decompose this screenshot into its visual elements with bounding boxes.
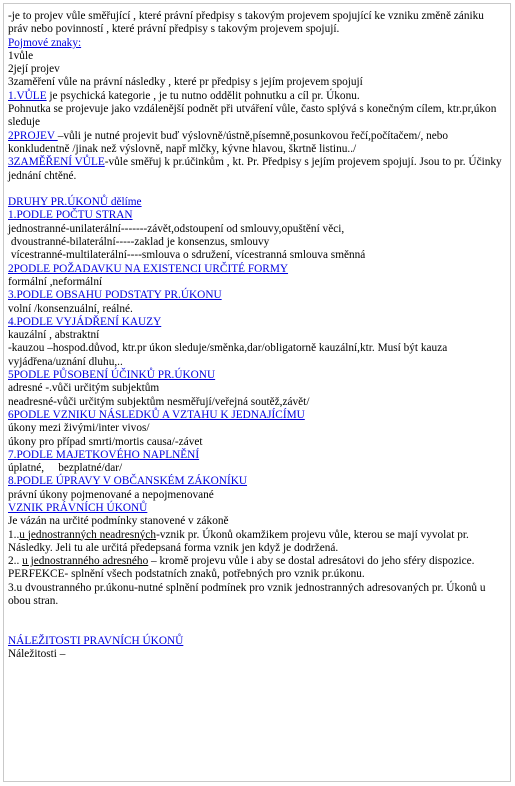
- section-line: dvoustranné-bilaterální-----zaklad je konsenzus, smlouvy: [8, 236, 270, 249]
- section-line: vícestranné-multilaterální----smlouva o sdružení, vícestranná smlouva směnná: [8, 249, 366, 262]
- section-heading: 8.PODLE ÚPRAVY V OBČANSKÉM ZÁKONÍKU: [8, 475, 248, 488]
- section-line: neadresné-vůči určitým subjektům nesměřují/veřejná soutěž,závět/: [8, 395, 310, 408]
- vznik-text: Je vázán na určité podmínky stanovené v zákoně: [8, 515, 229, 528]
- section-heading: 3.PODLE OBSAHU PODSTATY PR.ÚKONU: [8, 289, 222, 302]
- pojmove-item: 3zaměření vůle na právní následky , které pr předpisy s jejím projevem spojují: [8, 76, 363, 89]
- vznik-point-1: [8, 529, 506, 556]
- nalezitosti-heading: NÁLEŽITOSTI PRAVNÍCH ÚKONŮ: [8, 634, 184, 647]
- zamereni-heading: 3ZAMĚŘENÍ VŮLE: [8, 156, 105, 169]
- vznik-point-2-term: u jednostranného adresného: [22, 555, 149, 568]
- projev-text: –vůli je nutné projevit buď výslovně/ústně,písemně,posunkovou řečí,počítačem/, nebo konkludentně /jinak než výslovně, např mlčky, kývne hlavou, škrtně listinu../: [8, 129, 449, 155]
- zamereni-paragraph: [8, 156, 506, 183]
- perfekce-line: PERFEKCE- splnění všech podstatních znaků, potřebných pro vznik pr.úkonu.: [8, 568, 365, 581]
- section-line: adresné -.vůči určitým subjektům: [8, 382, 160, 395]
- projev-paragraph: [8, 130, 506, 157]
- zamereni-text: -vůle směřuj k pr.účinkům , kt. Pr. Předpisy s jejím projevem spojují. Jsou to pr. Účinky jednání chtěné.: [8, 156, 502, 182]
- vznik-point-2: [8, 555, 506, 568]
- pojmove-item: 1vůle: [8, 49, 34, 62]
- section-heading: 6PODLE VZNIKU NÁSLEDKŮ A VZTAHU K JEDNAJÍCÍMU: [8, 408, 305, 421]
- section-heading: 5PODLE PŮSOBENÍ ÚČINKŮ PR.ÚKONU: [8, 369, 216, 382]
- section-heading: 7.PODLE MAJETKOVÉHO NAPLNĚNÍ: [8, 448, 200, 461]
- section-line: úkony mezi živými/inter vivos/: [8, 422, 150, 435]
- vznik-heading: VZNIK PRÁVNÍCH ÚKONŮ: [8, 501, 148, 514]
- vule-heading: 1.VŮLE: [8, 89, 47, 102]
- vznik-point-3: 3.u dvoustranného pr.úkonu-nutné splnění podmínek pro vznik jednostranných adresovaných pr. Úkonů u obou stran.: [8, 581, 486, 608]
- section-line: úkony pro případ smrti/mortis causa/-závet: [8, 435, 203, 448]
- pojmove-heading: Pojmové znaky:: [8, 36, 82, 49]
- vznik-point-2-prefix: 2..: [8, 555, 23, 568]
- vznik-point-2-text: – kromě projevu vůle i aby se dostal adresátovi do jeho sféry dispozice.: [148, 555, 475, 568]
- section-line: právní úkony pojmenované a nepojmenované: [8, 488, 214, 501]
- section-line: úplatné, bezplatné/dar/: [8, 462, 123, 475]
- projev-heading: 2PROJEV: [8, 129, 58, 142]
- intro-paragraph: -je to projev vůle směřující , které právní předpisy s takovým projevem spojující ke vzniku změně zániku práv nebo povinností , které právní předpisy s takovým projevem spojují.: [8, 10, 484, 36]
- vule-text: je psychická kategorie , je tu nutno oddělit pohnutku a cíl pr. Úkonu.: [46, 89, 360, 102]
- section-line: -kauzou –hospod.důvod, ktr.pr úkon sleduje/směnka,dar/obligatorně kauzální,ktr. Musí být kauza vyjádřena/uznání dluhu,..: [8, 342, 448, 368]
- section-line: kauzální , abstraktní: [8, 329, 100, 342]
- section-heading: 2PODLE POŽADAVKU NA EXISTENCI URČITÉ FORMY: [8, 262, 289, 275]
- vule-line: [8, 90, 506, 103]
- vznik-point-1-term: u jednostranných neadresných: [19, 528, 157, 541]
- section-line: volní /konsenzuální, reálné.: [8, 302, 133, 315]
- spacer: [8, 183, 506, 196]
- druhy-heading: DRUHY PR.ÚKONŮ dělíme: [8, 196, 142, 209]
- document-page: [3, 3, 511, 782]
- vznik-point-1-prefix: 1..: [8, 528, 20, 541]
- spacer: [8, 608, 506, 635]
- pojmove-item: 2její projev: [8, 63, 60, 76]
- vznik-point-1-text: -vznik pr. Úkonů okamžikem projevu vůle, kterou se mají vyvolat pr. Následky. Jeli tu ale určitá předepsaná forma vznik jen když je dodržená.: [8, 528, 469, 554]
- vule-text-2: Pohnutka se projevuje jako vzdálenější podnět při utváření vůle, často splývá s konečným cílem, ktr.pr,úkon sleduje: [8, 103, 497, 129]
- section-line: jednostranné-unilaterální-------závět,odstoupení od smlouvy,opuštění věci,: [8, 222, 345, 235]
- section-heading: 4.PODLE VYJÁDŘENÍ KAUZY: [8, 315, 162, 328]
- section-heading: 1.PODLE POČTU STRAN: [8, 209, 133, 222]
- nalezitosti-text: Náležitosti –: [8, 648, 66, 661]
- section-line: formální ,neformální: [8, 275, 103, 288]
- document-content: [8, 10, 506, 662]
